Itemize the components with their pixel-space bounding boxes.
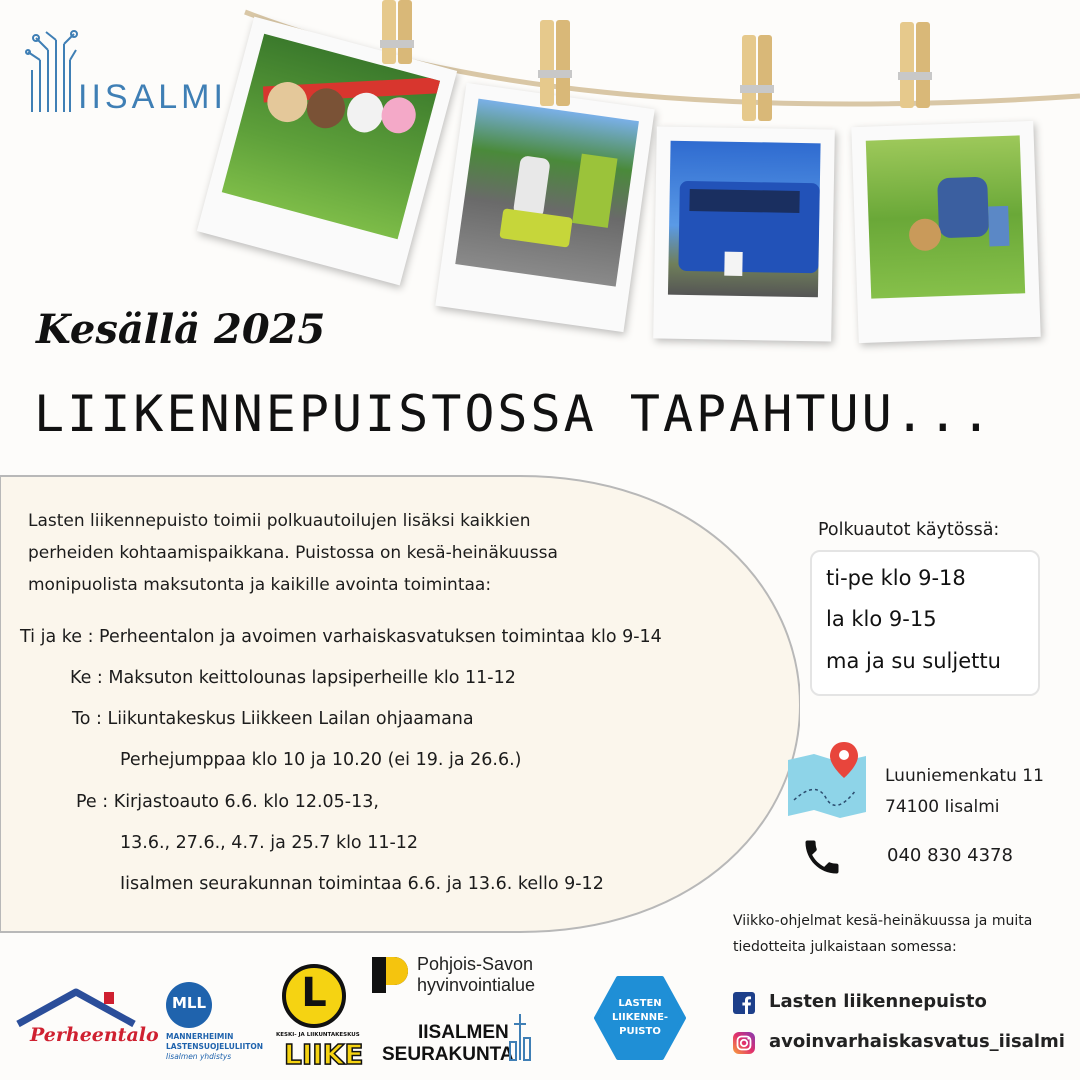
badge-line: PUISTO — [619, 1026, 661, 1037]
page-title: LIIKENNEPUISTOSSA TAPAHTUU... — [34, 385, 994, 443]
liike-small: KESKI- JA LIIKUNTAKESKUS — [276, 1032, 360, 1038]
badge-line: LIIKENNE- — [611, 1012, 669, 1023]
badge-line: LASTEN — [618, 998, 662, 1009]
schedule-line: Perhejumppaa klo 10 ja 10.20 (ei 19. ja 26.6.) — [120, 750, 522, 770]
seurakunta-line: IISALMEN — [418, 1022, 509, 1043]
social-note: Viikko-ohjelmat kesä-heinäkuussa ja muita — [733, 913, 1033, 929]
photo-library-bus — [668, 141, 821, 298]
polaroid-pedal-car — [435, 83, 654, 332]
polaroid-child-grass — [851, 121, 1040, 343]
pohjois-savon-line: Pohjois-Savon — [417, 954, 534, 974]
schedule-line: Pe : Kirjastoauto 6.6. klo 12.05-13, — [76, 792, 379, 812]
phone-number: 040 830 4378 — [887, 845, 1013, 866]
church-icon — [508, 1014, 532, 1062]
instagram-link[interactable]: avoinvarhaiskasvatus_iisalmi — [769, 1031, 1065, 1052]
intro-line: Lasten liikennepuisto toimii polkuautoilujen lisäksi kaikkien — [28, 511, 531, 531]
clothespin — [898, 22, 932, 112]
facebook-link[interactable]: Lasten liikennepuisto — [769, 991, 987, 1012]
opening-hours-title: Polkuautot käytössä: — [818, 520, 1000, 540]
mll-line: MANNERHEIMIN — [166, 1032, 234, 1041]
brand-name: IISALMI — [78, 78, 227, 116]
schedule-line: To : Liikuntakeskus Liikkeen Lailan ohjaamana — [72, 709, 474, 729]
mll-line: Iisalmen yhdistys — [166, 1052, 232, 1061]
info-panel-background — [0, 470, 800, 940]
season-heading: Kesällä 2025 — [36, 306, 326, 353]
liike-letter: L — [301, 970, 327, 1016]
schedule-line: 13.6., 27.6., 4.7. ja 25.7 klo 11-12 — [120, 833, 419, 853]
map-pin-icon — [786, 740, 870, 824]
mll-line: LASTENSUOJELULIITON — [166, 1042, 264, 1051]
clothespin — [538, 20, 572, 110]
social-note: tiedotteita julkaistaan somessa: — [733, 939, 957, 955]
polaroid-library-bus — [653, 126, 835, 341]
mll-short: MLL — [171, 994, 207, 1012]
opening-hours-line: la klo 9-15 — [826, 607, 937, 631]
pohjois-savon-line: hyvinvointialue — [417, 975, 536, 995]
intro-line: monipuolista maksutonta ja kaikille avointa toimintaa: — [28, 575, 492, 595]
perheentalo-name: Perheentalo — [30, 1024, 159, 1046]
schedule-line: Iisalmen seurakunnan toimintaa 6.6. ja 13.6. kello 9-12 — [120, 874, 604, 894]
schedule-line: Ke : Maksuton keittolounas lapsiperheille klo 11-12 — [70, 668, 516, 688]
facebook-icon — [733, 992, 755, 1014]
opening-hours-line: ma ja su suljettu — [826, 649, 1001, 673]
seurakunta-line: SEURAKUNTA — [382, 1044, 514, 1065]
address-line: 74100 Iisalmi — [885, 797, 1000, 817]
opening-hours-line: ti-pe klo 9-18 — [826, 566, 966, 590]
clothespin — [740, 35, 774, 125]
instagram-icon — [733, 1032, 755, 1054]
schedule-line: Ti ja ke : Perheentalon ja avoimen varhaiskasvatuksen toimintaa klo 9-14 — [20, 627, 662, 647]
intro-line: perheiden kohtaamispaikkana. Puistossa on kesä-heinäkuussa — [28, 543, 558, 563]
opening-hours-box — [810, 550, 1040, 696]
phone-icon — [800, 834, 844, 880]
photo-child-grass — [866, 135, 1025, 298]
address-line: Luuniemenkatu 11 — [885, 766, 1044, 786]
pohjois-savon-logo — [370, 955, 410, 995]
clothespin — [380, 0, 414, 90]
photo-pedal-car — [455, 99, 639, 287]
liike-name: LIIKE — [284, 1038, 364, 1071]
